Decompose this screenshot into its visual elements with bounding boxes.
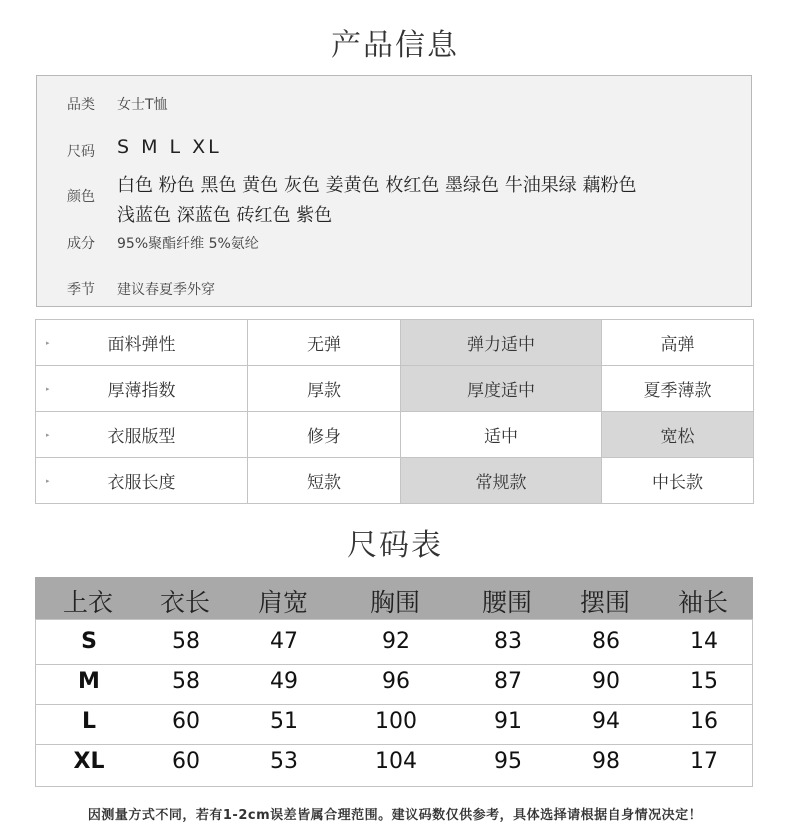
attribute-option: 常规款 <box>401 458 602 504</box>
attribute-row <box>36 320 754 366</box>
row-divider <box>36 704 752 705</box>
product-info-box <box>36 75 752 307</box>
attribute-name <box>36 366 248 412</box>
material-label: 成分 <box>67 236 95 252</box>
attribute-name-label: 衣服版型 <box>107 427 176 447</box>
attribute-option: 短款 <box>248 458 401 504</box>
product-info-title: 产品信息 <box>331 28 459 63</box>
category-value: 女士T恤 <box>117 97 168 113</box>
size-cell: 49 <box>270 669 298 694</box>
material-value: 95%聚酯纤维 5%氨纶 <box>117 236 259 252</box>
measurement-note: 因测量方式不同，若有1-2cm误差皆属合理范围。建议码数仅供参考，具体选择请根据自身情况决定！ <box>87 808 703 823</box>
size-column-header: 胸围 <box>369 588 420 617</box>
size-cell: 15 <box>690 669 718 694</box>
triangle-right-icon: ▸ <box>46 476 50 485</box>
triangle-right-icon: ▸ <box>46 338 50 347</box>
attribute-option: 厚款 <box>248 366 401 412</box>
size-cell: 90 <box>592 669 620 694</box>
size-row-label: XL <box>73 749 105 774</box>
attribute-option: 修身 <box>248 412 401 458</box>
size-chart-title: 尺码表 <box>347 528 443 563</box>
row-divider <box>36 664 752 665</box>
attribute-row <box>36 458 754 504</box>
color-line-2: 浅蓝色 深蓝色 砖红色 紫色 <box>117 205 333 226</box>
size-table-header <box>35 577 753 619</box>
attribute-option: 无弹 <box>248 320 401 366</box>
size-cell: 98 <box>592 749 620 774</box>
attribute-option: 宽松 <box>602 412 754 458</box>
season-value: 建议春夏季外穿 <box>117 282 215 298</box>
size-cell: 96 <box>382 669 410 694</box>
size-row <box>36 660 752 700</box>
size-cell: 53 <box>270 749 298 774</box>
size-column-header: 衣长 <box>159 588 210 617</box>
size-column-header: 袖长 <box>677 588 728 617</box>
size-row-label: S <box>81 629 97 654</box>
size-row <box>36 700 752 740</box>
size-cell: 47 <box>270 629 298 654</box>
size-cell: 60 <box>172 709 200 734</box>
size-cell: 17 <box>690 749 718 774</box>
size-cell: 86 <box>592 629 620 654</box>
size-row-label: M <box>78 669 100 694</box>
size-cell: 87 <box>494 669 522 694</box>
triangle-right-icon: ▸ <box>46 384 50 393</box>
size-row-label: L <box>81 709 97 734</box>
size-cell: 95 <box>494 749 522 774</box>
size-label: 尺码 <box>67 144 95 160</box>
attribute-name-label: 厚薄指数 <box>107 381 176 401</box>
size-cell: 51 <box>270 709 298 734</box>
attribute-row <box>36 366 754 412</box>
attribute-option: 中长款 <box>602 458 754 504</box>
attribute-name <box>36 458 248 504</box>
size-column-header: 上衣 <box>62 588 113 617</box>
attribute-option: 弹力适中 <box>401 320 602 366</box>
size-table-body <box>35 619 753 787</box>
size-cell: 58 <box>172 669 200 694</box>
attribute-name-label: 面料弹性 <box>107 335 176 355</box>
attribute-row <box>36 412 754 458</box>
size-cell: 16 <box>690 709 718 734</box>
triangle-right-icon: ▸ <box>46 430 50 439</box>
size-column-header: 腰围 <box>481 588 532 617</box>
size-cell: 14 <box>690 629 718 654</box>
color-label: 颜色 <box>67 189 95 205</box>
attribute-option: 夏季薄款 <box>602 366 754 412</box>
size-column-header: 摆围 <box>579 588 630 617</box>
size-cell: 58 <box>172 629 200 654</box>
size-cell: 60 <box>172 749 200 774</box>
size-row <box>36 620 752 660</box>
size-column-header: 肩宽 <box>257 588 308 617</box>
size-cell: 92 <box>382 629 410 654</box>
attribute-name <box>36 320 248 366</box>
size-row <box>36 740 752 780</box>
attribute-option: 高弹 <box>602 320 754 366</box>
size-value: S M L XL <box>117 136 222 158</box>
size-cell: 104 <box>375 749 417 774</box>
size-cell: 100 <box>375 709 417 734</box>
size-cell: 91 <box>494 709 522 734</box>
row-divider <box>36 744 752 745</box>
attribute-option: 适中 <box>401 412 602 458</box>
attribute-name-label: 衣服长度 <box>107 473 176 493</box>
season-label: 季节 <box>67 282 95 298</box>
attribute-name <box>36 412 248 458</box>
attribute-option: 厚度适中 <box>401 366 602 412</box>
category-label: 品类 <box>67 97 95 113</box>
attribute-grid <box>35 319 754 504</box>
size-cell: 83 <box>494 629 522 654</box>
size-cell: 94 <box>592 709 620 734</box>
color-line-1: 白色 粉色 黑色 黄色 灰色 姜黄色 枚红色 墨绿色 牛油果绿 藕粉色 <box>117 175 637 196</box>
